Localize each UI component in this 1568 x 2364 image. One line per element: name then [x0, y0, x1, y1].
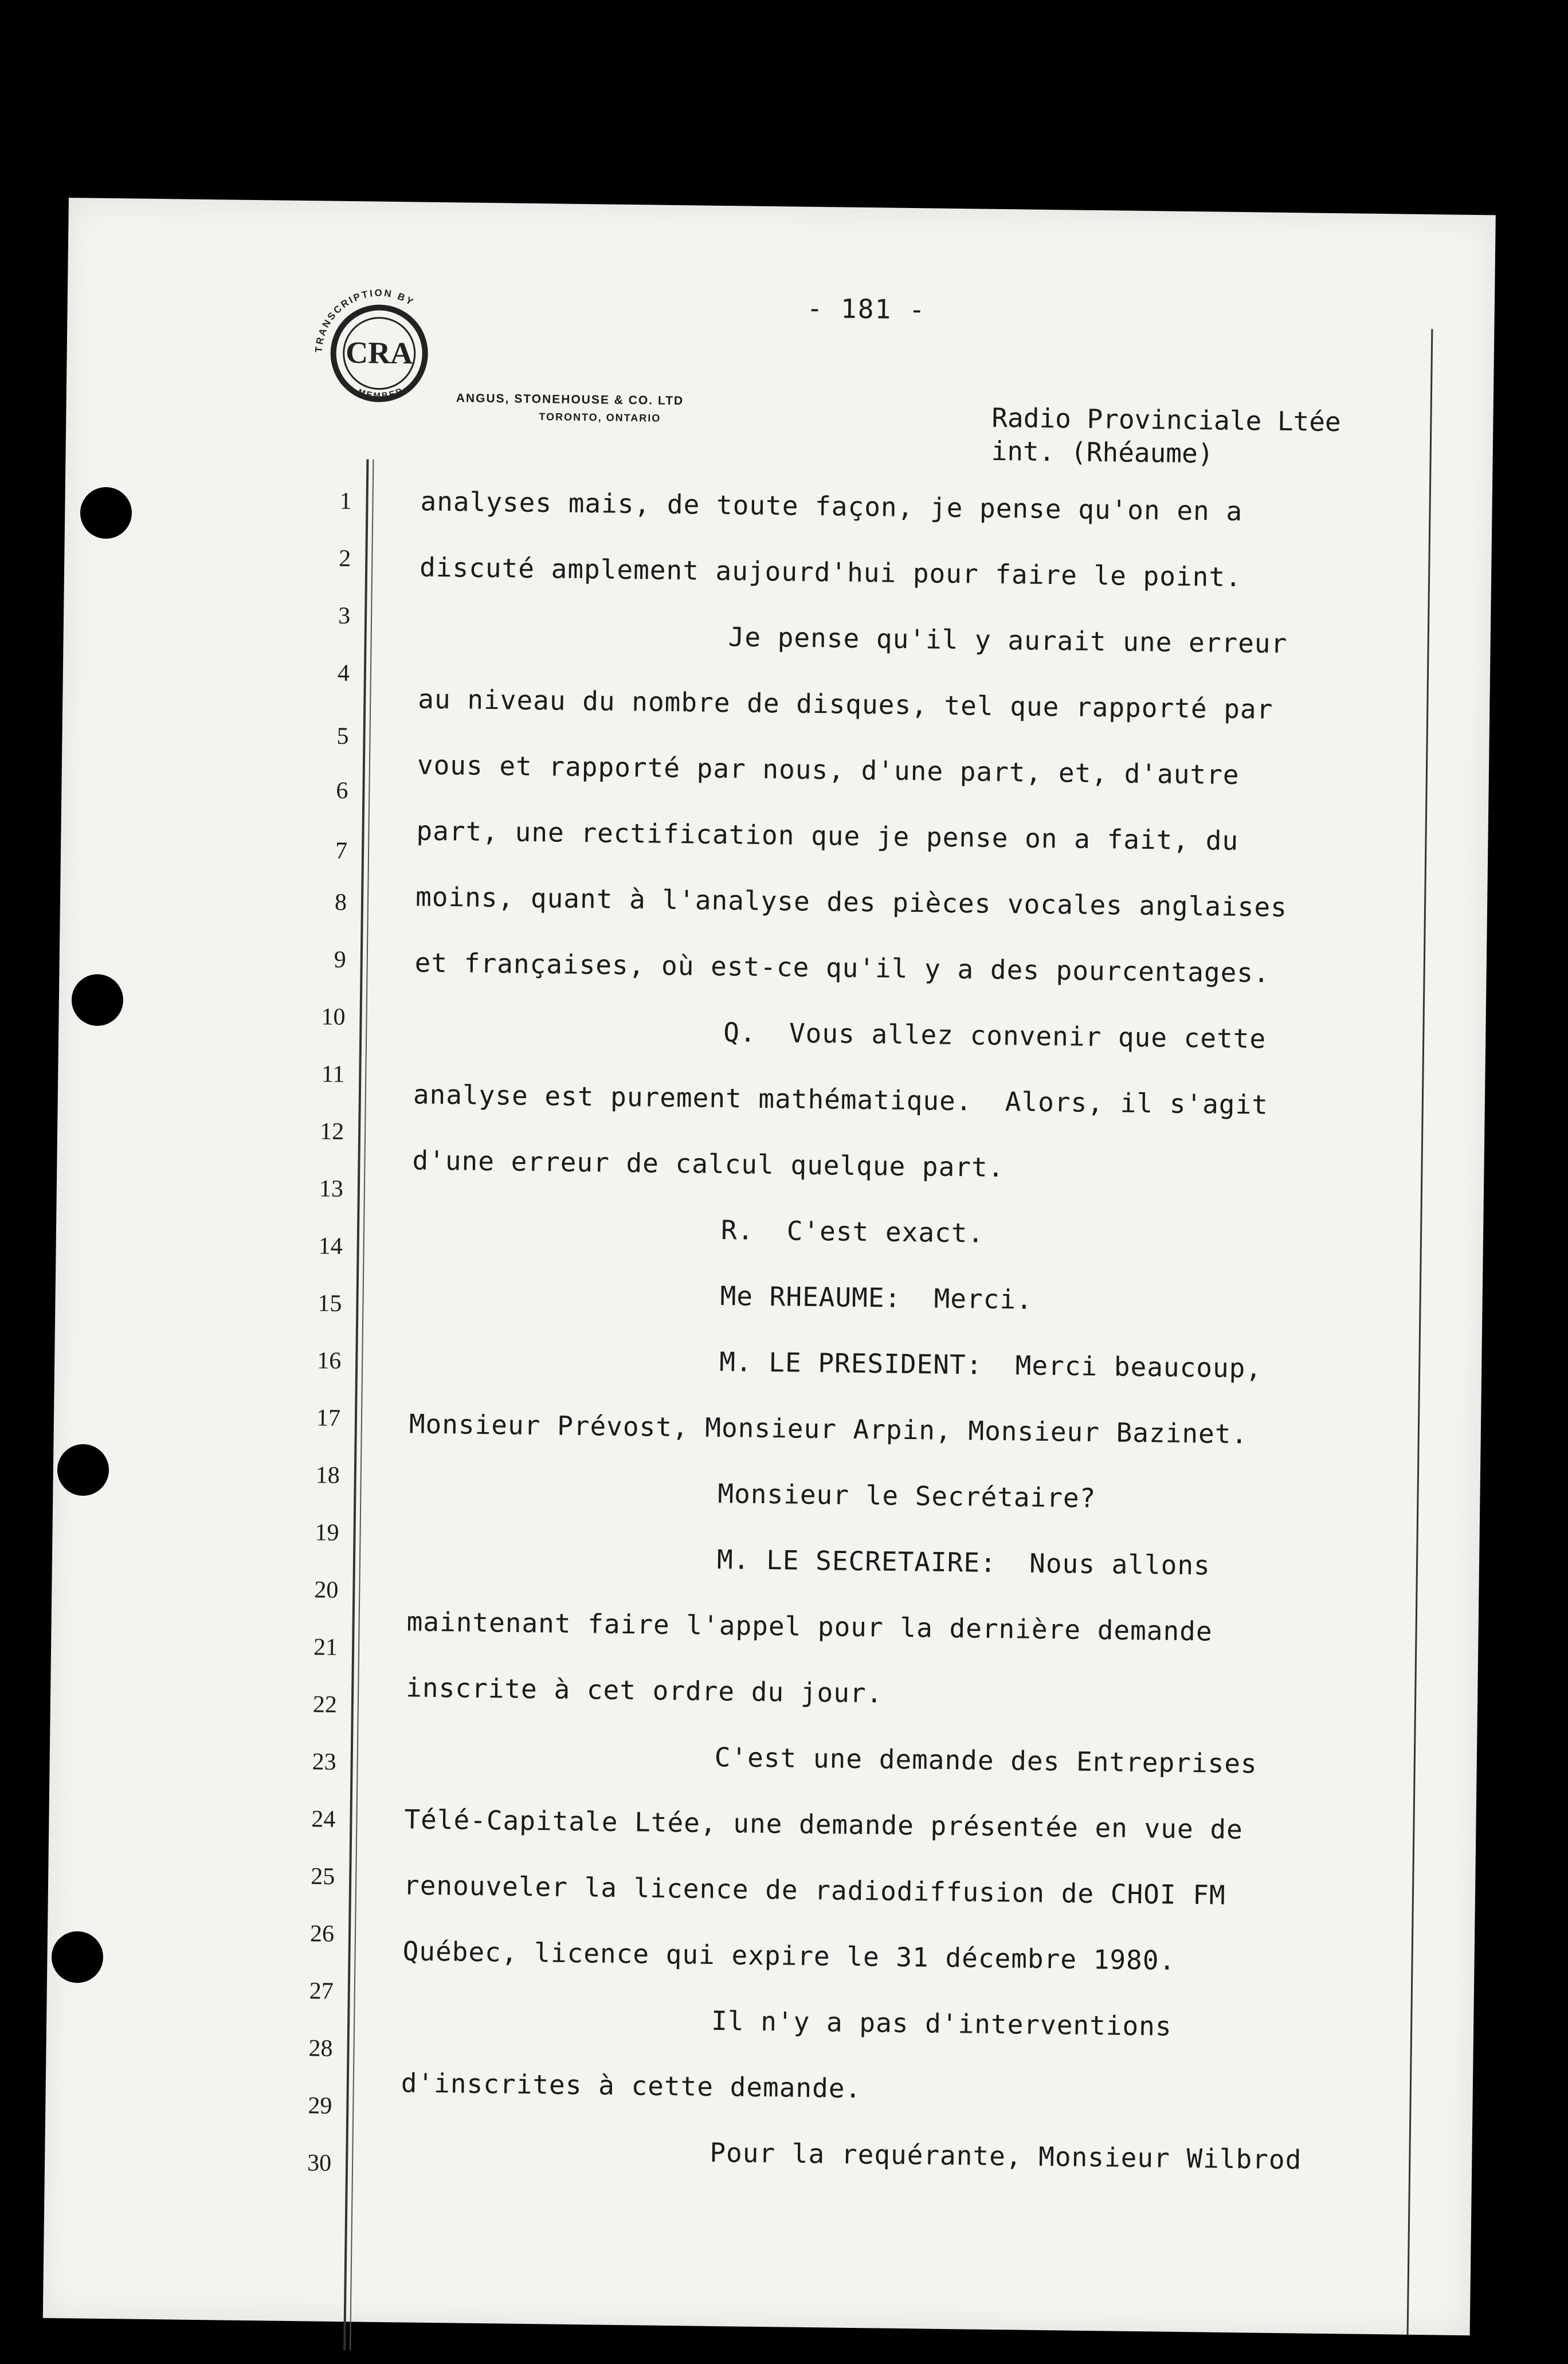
proceeding-header [991, 401, 1341, 472]
line-number: 11 [321, 1061, 345, 1088]
line-number: 8 [334, 889, 347, 916]
transcript-line: Télé-Capitale Ltée, une demande présentée en vue de [404, 1804, 1244, 1845]
transcript-line: M. LE PRESIDENT: Merci beaucoup, [719, 1346, 1263, 1384]
line-number: 1 [339, 488, 352, 515]
court-reporter-seal-logo [301, 275, 457, 432]
transcript-line: part, une rectification que je pense on a fait, du [416, 815, 1239, 857]
transcript-line: analyses mais, de toute façon, je pense qu'on en a [420, 485, 1243, 527]
line-number: 20 [314, 1577, 339, 1604]
court-reporter-name: ANGUS, STONEHOUSE & CO. LTD [456, 391, 684, 408]
seal-ring-bottom-text: MEMBER [356, 385, 406, 401]
transcript-line: Monsieur Prévost, Monsieur Arpin, Monsieur Bazinet. [409, 1408, 1248, 1450]
transcript-line: au niveau du nombre de disques, tel que rapporté par [418, 683, 1273, 725]
transcript-line: maintenant faire l'appel pour la dernière demande [406, 1606, 1213, 1647]
seal-letters: CRA [345, 335, 413, 371]
binder-punch-hole [80, 487, 132, 539]
line-number: 5 [336, 723, 349, 750]
transcript-line: Q. Vous allez convenir que cette [723, 1017, 1267, 1054]
line-number: 9 [334, 946, 347, 974]
line-number: 30 [307, 2150, 332, 2177]
transcript-line: Pour la requérante, Monsieur Wilbrod [709, 2136, 1302, 2175]
binder-punch-hole [57, 1444, 109, 1496]
line-number: 17 [316, 1405, 341, 1432]
line-number: 4 [337, 660, 350, 687]
transcript-line: analyse est purement mathématique. Alors, il s'agit [413, 1079, 1269, 1120]
transcript-line: d'une erreur de calcul quelque part. [412, 1144, 1005, 1183]
line-number: 7 [335, 837, 348, 865]
line-number: 10 [321, 1003, 346, 1031]
transcript-line: inscrite à cet ordre du jour. [405, 1672, 883, 1709]
line-number: 14 [318, 1233, 343, 1260]
transcript-line: Je pense qu'il y aurait une erreur [728, 621, 1288, 660]
transcript-page [43, 198, 1496, 2335]
line-number: 29 [308, 2092, 332, 2119]
transcript-line: et françaises, où est-ce qu'il y a des pourcentages. [414, 947, 1271, 989]
line-number: 2 [339, 545, 351, 573]
line-number: 18 [315, 1462, 340, 1489]
right-margin-rule [1407, 329, 1433, 2335]
transcript-line: M. LE SECRETAIRE: Nous allons [716, 1543, 1211, 1581]
line-number: 13 [319, 1175, 344, 1202]
line-number: 15 [317, 1290, 342, 1317]
line-number: 24 [311, 1806, 336, 1833]
transcript-line: Québec, licence qui expire le 31 décembre 1980. [402, 1935, 1176, 1976]
line-number: 28 [308, 2035, 333, 2062]
line-number: 27 [309, 1978, 334, 2005]
proceeding-subtitle: int. (Rhéaume) [991, 435, 1214, 469]
line-number: 25 [310, 1863, 335, 1890]
line-number: 16 [316, 1347, 342, 1374]
left-margin-rule-inner [350, 460, 374, 2351]
binder-punch-hole [72, 974, 123, 1026]
line-number: 26 [309, 1920, 335, 1947]
transcript-line: Me RHEAUME: Merci. [720, 1280, 1033, 1315]
binder-punch-hole [52, 1931, 103, 1983]
transcript-line: R. C'est exact. [720, 1214, 985, 1249]
line-number: 23 [312, 1749, 336, 1775]
transcript-line: C'est une demande des Entreprises [714, 1741, 1258, 1779]
line-number: 19 [315, 1519, 339, 1546]
transcript-line: Il n'y a pas d'interventions [711, 2005, 1172, 2042]
line-number: 3 [338, 602, 351, 630]
transcript-line: Monsieur le Secrétaire? [718, 1478, 1096, 1514]
transcript-line: moins, quant à l'analyse des pièces vocales anglaises [415, 881, 1288, 923]
line-number: 21 [313, 1634, 338, 1661]
page-number: - 181 - [806, 292, 926, 326]
line-number: 22 [312, 1691, 338, 1718]
transcript-line: renouveler la licence de radiodiffusion de CHOI FM [403, 1869, 1226, 1911]
proceeding-title: Radio Provinciale Ltée [991, 402, 1341, 438]
line-number: 6 [336, 777, 348, 805]
line-number: 12 [319, 1118, 344, 1145]
transcript-line: discuté amplement aujourd'hui pour faire le point. [419, 551, 1242, 593]
seal-ring-top-text: TRANSCRIPTION BY [313, 287, 417, 353]
court-reporter-city: TORONTO, ONTARIO [539, 411, 661, 424]
transcript-line: d'inscrites à cette demande. [401, 2067, 862, 2104]
transcript-line: vous et rapporté par nous, d'une part, et, d'autre [417, 749, 1240, 791]
